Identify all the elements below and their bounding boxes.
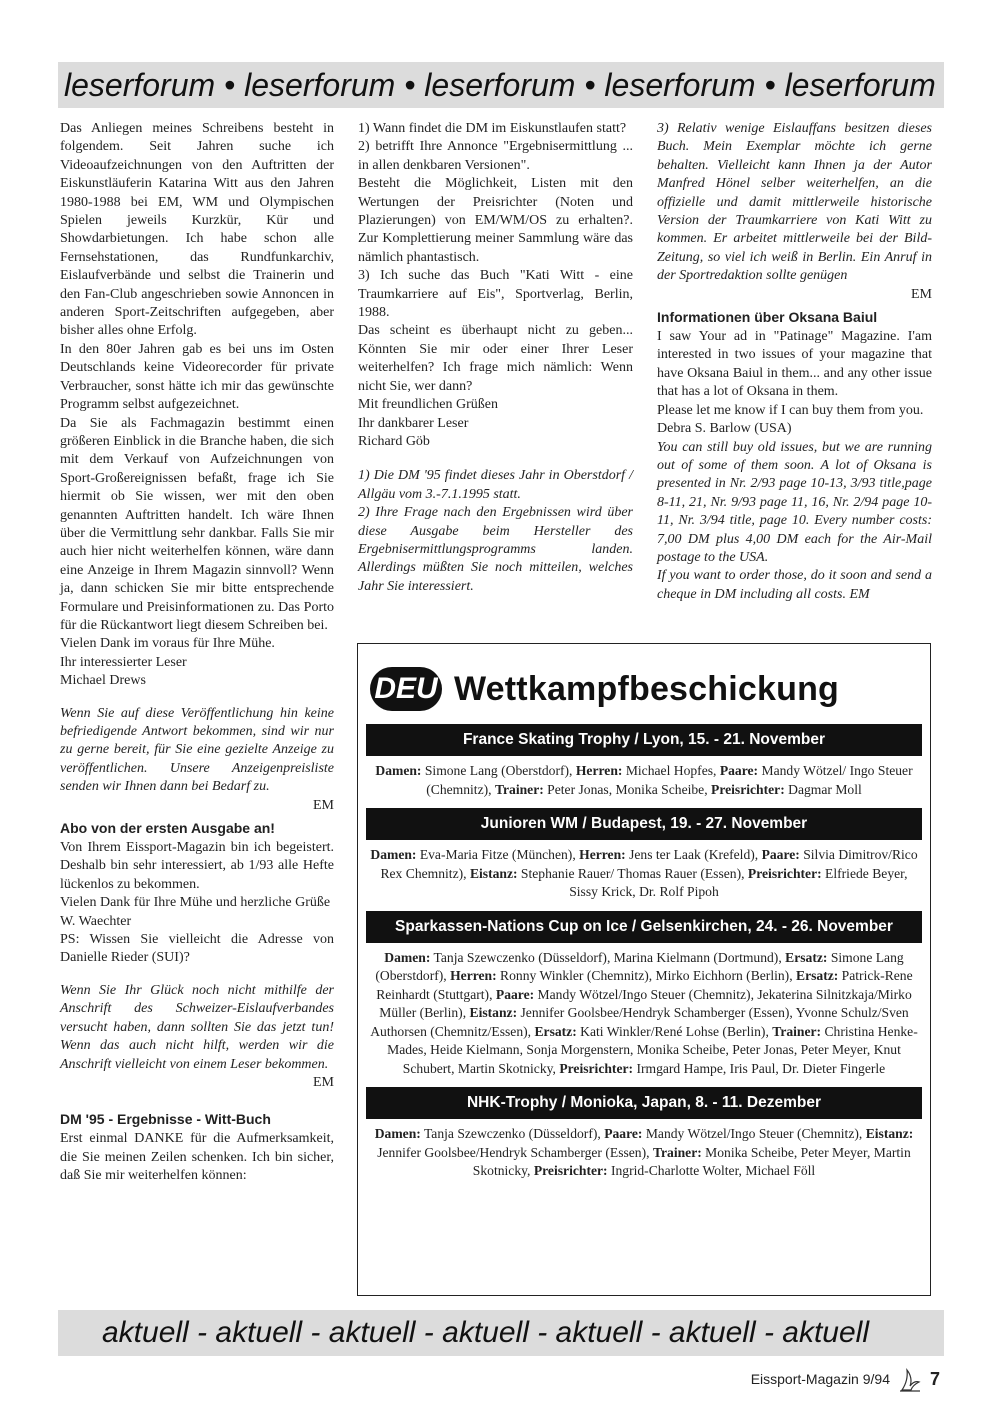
roster-names: Mandy Wötzel/Ingo Steuer (Chemnitz), [642,1126,866,1141]
roster-names: Stephanie Rauer/ Thomas Rauer (Essen), [517,865,748,881]
roster-label: Preisrichter: [533,1163,608,1178]
roster-names: Jens ter Laak (Krefeld), [625,847,762,862]
editor-initials: EM [313,1074,334,1090]
editor-initials: EM [911,286,932,302]
letter-paragraph: Das Anliegen meines Schreibens besteht in folgendem. Seit Jahren suche ich Videoaufzeichnungen von den Auftritten der Eiskunstläuferin Katarina Witt aus den Jahren 1980-1988 bei EM, WM und Olympischen Spielen jeweils Kurzkür, Kür und Showdarbietungen. Ich habe schon alle Fernsehstationen, das Rundfunkarchiv, Eislaufverbände und selbst die Trainerin und den Fan-Club angeschrieben sowie Annoncen in anderen Sport-Zeitschriften aufgegeben, aber bisher alles ohne Erfolg. [60,121,334,339]
letter-paragraph: In den 80er Jahren gab es bei uns im Osten Deutschlands keine Videorecorder für private Verbraucher, sonst hätte ich mir das gewünschte Programm selbst aufgezeichnet. [60,341,334,413]
letter-paragraph: Vielen Dank im voraus für Ihre Mühe. [60,636,275,652]
letter-paragraph: Please let me know if I can buy them from you. [657,402,924,418]
letter-paragraph: Da Sie als Fachmagazin bestimmt einen größeren Einblick in die Branche haben, die sich mit dem Verkauf von Aufzeichnungen von Sport-Großereignissen befaßt, frage ich Sie hiermit ob Sie wissen, wer mit den oben genannten Auftritten handelt. Ich wäre Ihnen über die Vermittlung sehr dankbar. Falls Sie mir auch hier nicht weiterhelfen können, wäre dann eine Anzeige in Ihrem Magazin sinnvoll? Wenn ja, dann schicken Sie mir bitte entsprechende Formulare und Preisinformationen zu. Das Porto für die Rückantwort liegt diesem Schreiben bei. [60,415,334,633]
header-banner: leserforum • leserforum • leserforum • leserforum • leserforum [58,62,944,108]
roster-label: Paare: [495,986,535,1002]
letter-paragraph: 3) Ich suche das Buch "Kati Witt - eine Traumkarriere auf Eis", Sportverlag, Berlin, 1988. [358,268,633,321]
column-2 [358,120,633,596]
editor-reply: If you want to order those, do it soon and send a cheque in DM including all costs. EM [657,568,932,602]
section-heading: Informationen über Oksana Baiul [657,309,878,326]
letter-signature: Debra S. Barlow (USA) [657,421,792,437]
event-roster [358,840,930,911]
roster-names: Mandy Wötzel/ Ingo Steuer (Chemnitz), [426,763,913,797]
magazine-issue: Eissport-Magazin 9/94 [750,1371,890,1387]
roster-label: Ersatz: [785,949,828,965]
box-title: Wettkampfbeschickung [454,669,840,708]
roster-label: Ersatz: [796,968,839,983]
section-heading: Abo von der ersten Ausgabe an! [60,820,275,837]
roster-names: Dagmar Moll [784,781,862,797]
event-title-bar: Junioren WM / Budapest, 19. - 27. November [366,808,922,840]
roster-names: Monika Scheibe, Peter Meyer, Martin Skotnicky, [472,1144,911,1178]
roster-label: Damen: [375,763,422,778]
column-1 [60,120,334,1186]
roster-names: Jennifer Goolsbee/Hendryk Schamberger (Essen), Yvonne Schulz/Sven Authorsen (Chemnitz/Essen), [370,1005,909,1039]
editor-reply: 2) Ihre Frage nach den Ergebnissen wird über diese Ausgabe beim Hersteller des Ergebnisermittlungsprogramms landen. Allerdings müßten Sie noch mitteilen, welches Jahr Sie interessiert. [358,505,633,594]
editor-initials: EM [849,586,870,602]
letter-paragraph: I saw Your ad in "Patinage" Magazine. I'am interested in two issues of your magazine that have Oksana Baiul in them... and any other issue that has a lot of Oksana in them. [657,329,932,400]
event-roster [358,756,930,808]
roster-label: Damen: [370,847,417,862]
event-list [358,724,930,1190]
page-number: 7 [929,1368,940,1389]
letter-paragraph: Ihr dankbarer Leser [358,415,469,431]
letter-paragraph: 2) betrifft Ihre Annonce "Ergebnisermittlung ... in allen denkbaren Versionen". [358,139,633,173]
roster-names: Ingrid-Charlotte Wolter, Michael Föll [607,1163,816,1178]
event-title-bar: France Skating Trophy / Lyon, 15. - 21. November [366,724,922,756]
letter-signature: W. Waechter [60,913,132,929]
roster-label: Paare: [761,847,800,862]
letter-paragraph: Das scheint es überhaupt nicht zu geben... Könnten Sie mir oder einer Ihrer Leser weiterhelfen? Ich frage mich nämlich: Wenn nicht Sie, wer dann? [358,323,633,394]
roster-names: Jennifer Goolsbee/Hendryk Schamberger (Essen), [377,1144,653,1160]
roster-names: Christina Henke-Mades, Heide Kielmann, Sonja Morgenstern, Monika Scheibe, Peter Jonas, Peter Meyer, Knut Schubert, Martin Skotnicky, [387,1023,918,1076]
editor-reply: 1) Die DM '95 findet dieses Jahr in Oberstdorf / Allgäu vom 3.-7.1.1995 statt. [358,468,633,502]
letter-paragraph: Erst einmal DANKE für die Aufmerksamkeit, die Sie meinen Zeilen schenken. Ich bin sicher, daß Sie mir weiterhelfen können: [60,1131,334,1184]
roster-names: Ronny Winkler (Chemnitz), Mirko Eichhorn (Berlin), [496,968,796,983]
roster-label: Ersatz: [534,1023,577,1039]
box-header [358,654,930,724]
roster-names: Tanja Szewczenko (Düsseldorf), [420,1126,605,1141]
roster-label: Eistanz: [469,1005,518,1020]
roster-names: Kati Winkler/René Lohse (Berlin), [576,1023,773,1039]
roster-names: Silvia Dimitrov/Rico Rex Chemnitz), [380,847,918,881]
footer-banner: aktuell - aktuell - aktuell - aktuell - aktuell - aktuell - aktuell [58,1310,944,1356]
skater-logo-icon [898,1366,922,1392]
roster-label: Herren: [575,763,623,778]
letter-paragraph: Ihr interessierter Leser [60,654,187,670]
roster-label: Eistanz: [469,865,518,881]
letter-paragraph: Vielen Dank für Ihre Mühe und herzliche Grüße [60,895,331,911]
roster-names: Eva-Maria Fitze (München), [416,847,580,862]
letter-signature: Michael Drews [60,673,146,689]
roster-names: Michael Hopfes, [622,763,720,778]
editor-reply: You can still buy old issues, but we are running out of some of them soon. A lot of Oksana is presented in Nr. 2/93 page 10-13, 3/93 title,page 8-11, 21, Nr. 9/93 page 11, 16, Nr. 2/94 page 10-11, Nr. 3/94 title, page 10. Every number costs: 7,00 DM plus 4,00 DM each for the Air-Mail postage to the USA. [657,439,932,565]
roster-label: Eistanz: [865,1126,914,1141]
roster-names: Irmgard Hampe, Iris Paul, Dr. Dieter Fingerle [633,1060,886,1076]
column-3 [657,120,932,604]
letter-signature: Richard Göb [358,433,430,449]
event-title-bar: Sparkassen-Nations Cup on Ice / Gelsenkirchen, 24. - 26. November [366,911,922,943]
roster-names: Simone Lang (Oberstdorf), [375,949,904,983]
section-heading: DM '95 - Ergebnisse - Witt-Buch [60,1111,271,1128]
letter-paragraph: 1) Wann findet die DM im Eiskunstlaufen statt? [358,121,627,136]
editor-reply: 3) Relativ wenige Eislauffans besitzen dieses Buch. Mein Exemplar möchte ich gerne behalten. Vielleicht kann Ihnen ja der Autor Manfred Hönel selber weiterhelfen, an die offizielle und damit mittlerweile historische Version der Traumkarriere von Kati Witt zu kommen. Er arbeitet mittlerweile bei der Bild-Zeitung, so viel ich weiß in Berlin. Ein Anruf in der Sportredaktion sollte genügen [657,121,932,284]
letter-paragraph: Von Ihrem Eissport-Magazin bin ich begeistert. Deshalb bin sehr interessiert, ab 1/93 alle Hefte lückenlos zu bekommen. [60,840,334,892]
roster-names: Elfriede Beyer, Sissy Krick, Dr. Rolf Pipoh [569,865,908,899]
roster-label: Herren: [450,968,497,983]
roster-label: Paare: [604,1126,643,1141]
event-roster [358,1119,930,1190]
page-footer [751,1366,940,1392]
event-title-bar: NHK-Trophy / Monioka, Japan, 8. - 11. Dezember [366,1087,922,1119]
editor-reply: Wenn Sie Ihr Glück noch nicht mithilfe der Anschrift des Schweizer-Eislaufverbandes versucht haben, dann sollten Sie das jetzt tun! Wenn das auch nicht hilft, werden wir die Anschrift vielleicht von einem Leser bekommen. [60,982,334,1072]
roster-names: Simone Lang (Oberstdorf), [421,763,576,778]
roster-names: Patrick-Rene Reinhardt (Stuttgart), [376,968,913,1002]
roster-label: Trainer: [772,1023,822,1039]
roster-label: Damen: [384,949,431,965]
letter-paragraph: PS: Wissen Sie vielleicht die Adresse von Danielle Rieder (SUI)? [60,932,334,966]
roster-label: Paare: [719,763,759,778]
roster-label: Damen: [374,1126,421,1141]
roster-label: Preisrichter: [747,865,822,881]
roster-names: Peter Jonas, Monika Scheibe, [543,781,712,797]
editor-reply: Wenn Sie auf diese Veröffentlichung hin keine befriedigende Antwort bekommen, sind wir nur zu gerne bereit, für Sie eine gezielte Anzeige zu veröffentlichen. Unsere Anzeigenpreisliste senden wir Ihnen dann bei Bedarf zu. [60,705,334,795]
event-roster [358,943,930,1088]
roster-label: Trainer: [494,781,544,797]
letter-paragraph: Besteht die Möglichkeit, Listen mit den Wertungen der Preisrichter (Noten und Plazierungen) von EM/WM/OS zu erhalten?. Zur Komplettierung meiner Sammlung wäre das nämlich phantastisch. [358,176,633,265]
deu-logo: DEU [370,667,442,711]
letter-paragraph: Mit freundlichen Grüßen [358,397,498,413]
roster-label: Trainer: [652,1144,702,1160]
roster-label: Preisrichter: [559,1060,634,1076]
roster-names: Tanja Szewczenko (Düsseldorf), Marina Kielmann (Dortmund), [430,949,786,965]
roster-label: Preisrichter: [711,781,785,797]
roster-names: Mandy Wötzel/Ingo Steuer (Chemnitz), Jekaterina Silnitzkaja/Mirko Müller (Berlin), [379,986,912,1020]
roster-label: Herren: [579,847,626,862]
editor-initials: EM [313,797,334,813]
competition-box [357,643,931,1296]
